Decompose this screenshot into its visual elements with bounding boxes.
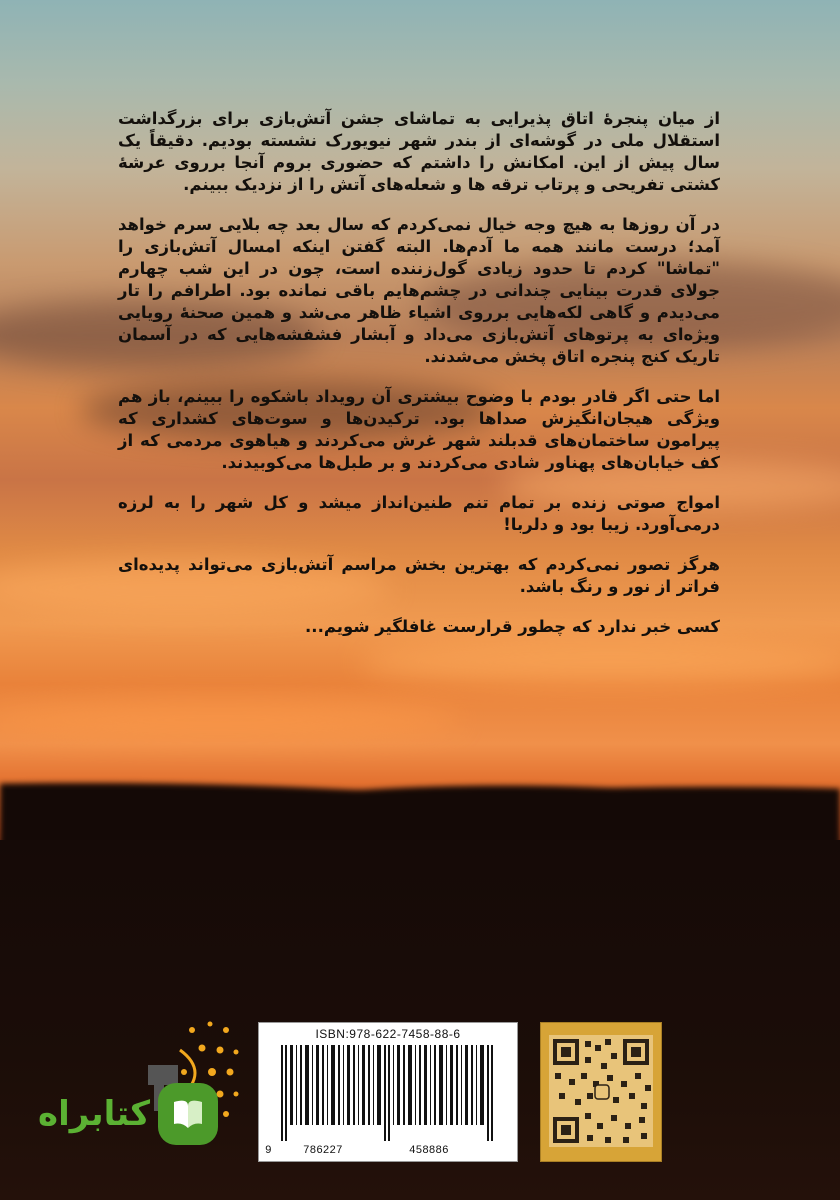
cloud — [0, 700, 460, 740]
barcode-group-2: 458886 — [409, 1145, 449, 1157]
barcode-left-digit: 9 — [265, 1145, 272, 1157]
isbn-barcode — [258, 1022, 518, 1162]
blurb-text — [118, 108, 720, 656]
blurb-paragraph-1: از میان پنجرهٔ اتاق پذیرایی به تماشای جشن آتش‌بازی برای بزرگداشت استقلال ملی در گوشه‌ای از بندر شهر نیویورک نشسته بودیم. دقیقاً یک سال پیش از این. امکانش را داشتم که حضوری بروم آنجا برروی عرشهٔ کشتی تفریحی و پرتاب ترقه ها و شعله‌های آتش را از نزدیک ببینم. — [118, 109, 720, 194]
blurb-paragraph-3: اما حتی اگر قادر بودم با وضوح بیشتری آن رویداد باشکوه را ببینم، باز هم ویژگی هیجان‌انگیزش صداها بود. ترکیدن‌ها و سوت‌های کشداری که پیرامون ساختمان‌های قدبلند شهر غرش می‌کردند و هیاهوی مردمی که از کف خیابان‌های پهناور شادی می‌کردند و بر طبل‌ها می‌کوبیدند. — [118, 387, 720, 472]
qr-code-icon — [540, 1022, 662, 1162]
ketabrah-wordmark: کتابراه — [38, 1094, 151, 1134]
barcode-bars — [275, 1045, 501, 1141]
blurb-paragraph-6: کسی خبر ندارد که چطور قرارست غافلگیر شویم... — [305, 617, 720, 636]
ketabrah-watermark — [38, 1083, 218, 1145]
barcode-group-1: 786227 — [303, 1145, 343, 1157]
ketabrah-book-icon — [158, 1083, 218, 1145]
blurb-paragraph-4: امواج صوتی زنده بر تمام تنم طنین‌انداز میشد و کل شهر را به لرزه درمی‌آورد. زیبا بود و دلربا! — [118, 493, 720, 534]
blurb-paragraph-5: هرگز تصور نمی‌کردم که بهترین بخش مراسم آتش‌بازی می‌تواند پدیده‌ای فراتر از نور و رنگ باشد. — [118, 555, 720, 596]
isbn-label: ISBN:978-622-7458-88-6 — [315, 1027, 461, 1041]
blurb-paragraph-2: در آن روزها به هیچ وجه خیال نمی‌کردم که سال بعد چه بلایی سرم خواهد آمد؛ درست مانند همه ما آدم‌ها. البته گفتن اینکه امسال آتش‌بازی را "تماشا" کردم تا حدود زیادی گول‌زننده است، چون در این شب چهارم جولای قدرت بینایی چندانی در چشم‌هایم باقی نمانده بود. اطرافم را تار می‌دیدم و گاهی لکه‌هایی برروی اشیاء ظاهر می‌شد و همین صحنهٔ رویایی ویژه‌ای به پرتوهای آتش‌بازی می‌داد و آبشار فشفشه‌هایی که در آسمان تاریک کنج پنجره اتاق پخش می‌شدند. — [118, 215, 720, 366]
